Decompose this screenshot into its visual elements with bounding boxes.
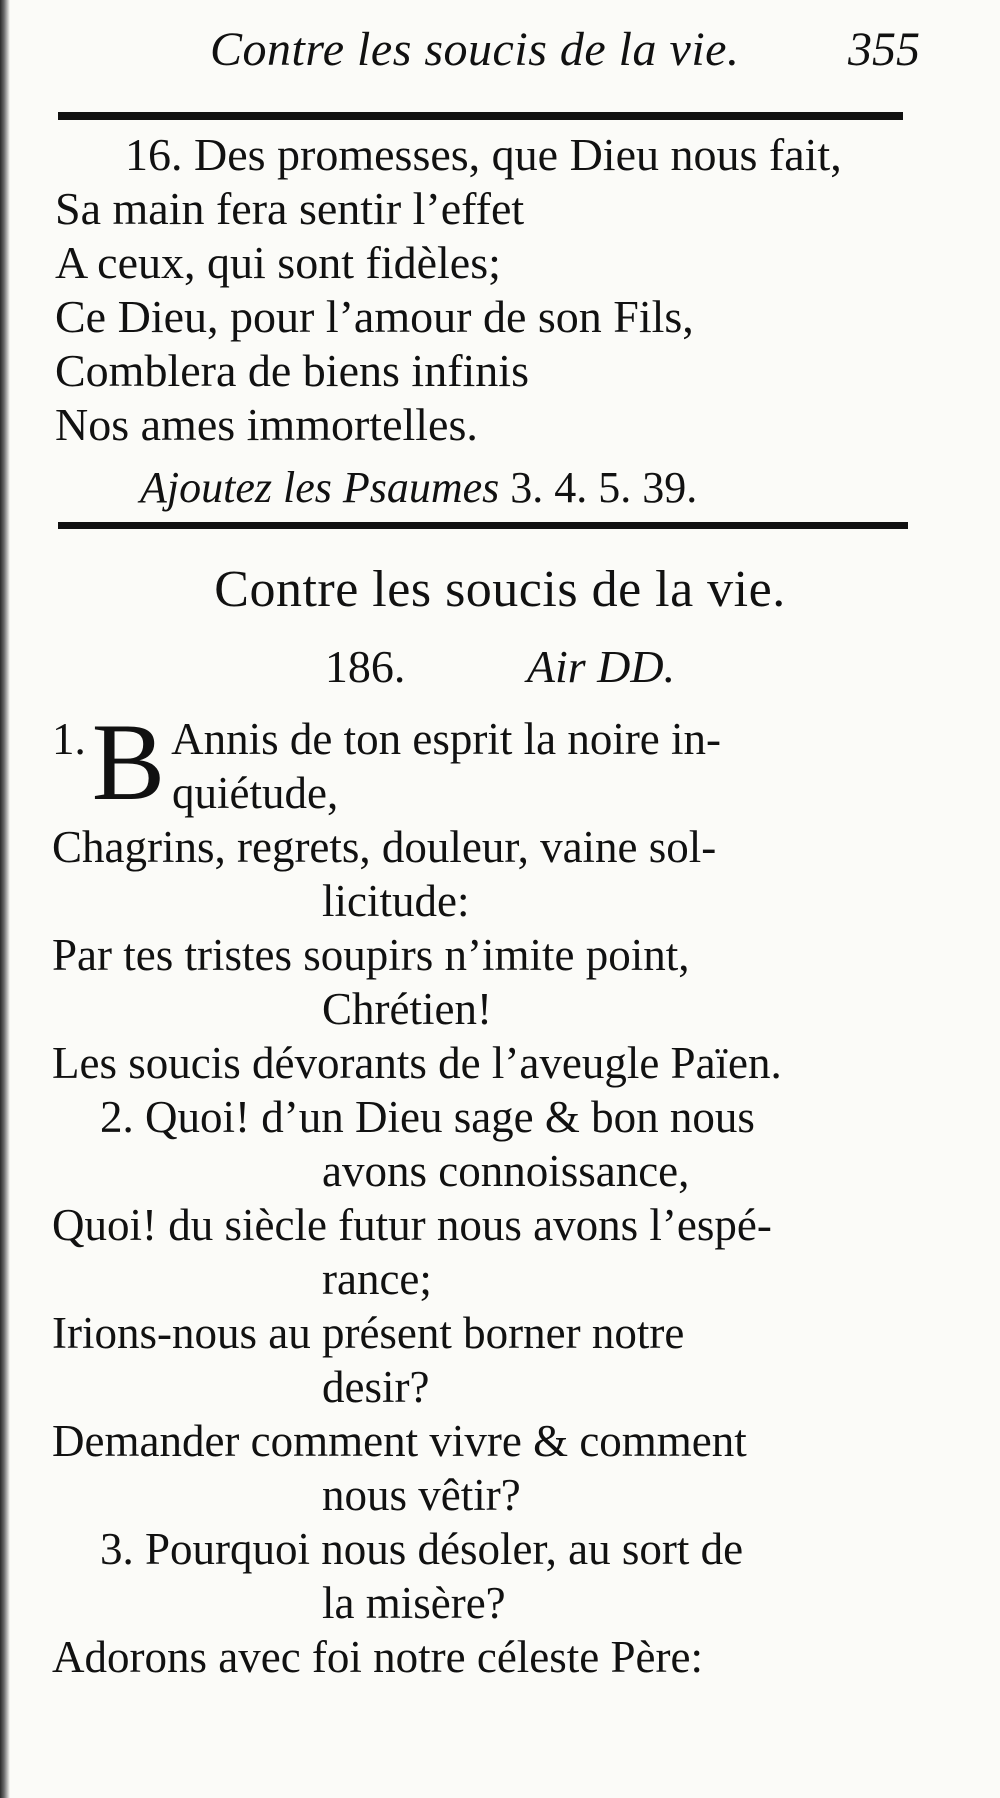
hymn-line-continuation: la misère? [322, 1578, 506, 1628]
hymn-line: Demander comment vivre & comment [52, 1416, 747, 1466]
section-title: Contre les soucis de la vie. [214, 561, 786, 618]
stanza-1-opening [52, 712, 932, 820]
hymn-line-continuation: desir? [322, 1362, 430, 1412]
section-rule [58, 522, 908, 529]
hymn-line: Irions-nous au présent borner notre [52, 1308, 685, 1358]
verse-16 [55, 128, 935, 452]
hymn-air: Air DD. [526, 641, 676, 692]
hymn-line-continuation: avons connoissance, [322, 1146, 690, 1196]
hymn-line-continuation: nous vêtir? [322, 1470, 521, 1520]
hymn-line-continuation: licitude: [322, 876, 470, 926]
verse-line: Comblera de biens infinis [55, 345, 529, 396]
verse-line: A ceux, qui sont fidèles; [55, 237, 501, 288]
verse-line: Ce Dieu, pour l’amour de son Fils, [55, 291, 694, 342]
stanza-number: 1. [52, 714, 86, 764]
header-rule [58, 112, 903, 120]
hymn-line-continuation: rance; [322, 1254, 432, 1304]
hymn-line-continuation: quiétude, [172, 768, 339, 818]
verse-line: Sa main fera sentir l’effet [55, 183, 525, 234]
drop-cap: B [91, 712, 166, 820]
hymn-line: Les soucis dévorants de l’aveugle Païen. [52, 1038, 782, 1088]
reference-numbers: 3. 4. 5. 39. [510, 463, 698, 512]
hymn-line: Quoi! du siècle futur nous avons l’espé- [52, 1200, 772, 1250]
verse-line: 16. Des promesses, que Dieu nous fait, [125, 129, 842, 180]
hymn-line: Par tes tristes soupirs n’imite point, [52, 930, 690, 980]
hymn-meta [0, 640, 1000, 693]
hymn-line: Annis de ton esprit la noire in- [171, 714, 722, 764]
psalm-reference [140, 462, 697, 513]
running-title: Contre les soucis de la vie. [210, 23, 740, 76]
hymn-line: Adorons avec foi notre céleste Père: [52, 1632, 703, 1682]
page-edge-shadow [0, 0, 10, 1798]
page-number: 355 [848, 23, 920, 76]
hymn-text [52, 712, 932, 1684]
hymn-line: Chagrins, regrets, douleur, vaine sol- [52, 822, 717, 872]
verse-line: Nos ames immortelles. [55, 399, 478, 450]
hymn-line: 2. Quoi! d’un Dieu sage & bon nous [100, 1092, 755, 1142]
hymn-line-continuation: Chrétien! [322, 984, 492, 1034]
page-header [60, 22, 940, 92]
hymn-line: 3. Pourquoi nous désoler, au sort de [100, 1524, 744, 1574]
reference-label: Ajoutez les Psaumes [140, 463, 500, 512]
hymn-number: 186. [324, 641, 406, 692]
